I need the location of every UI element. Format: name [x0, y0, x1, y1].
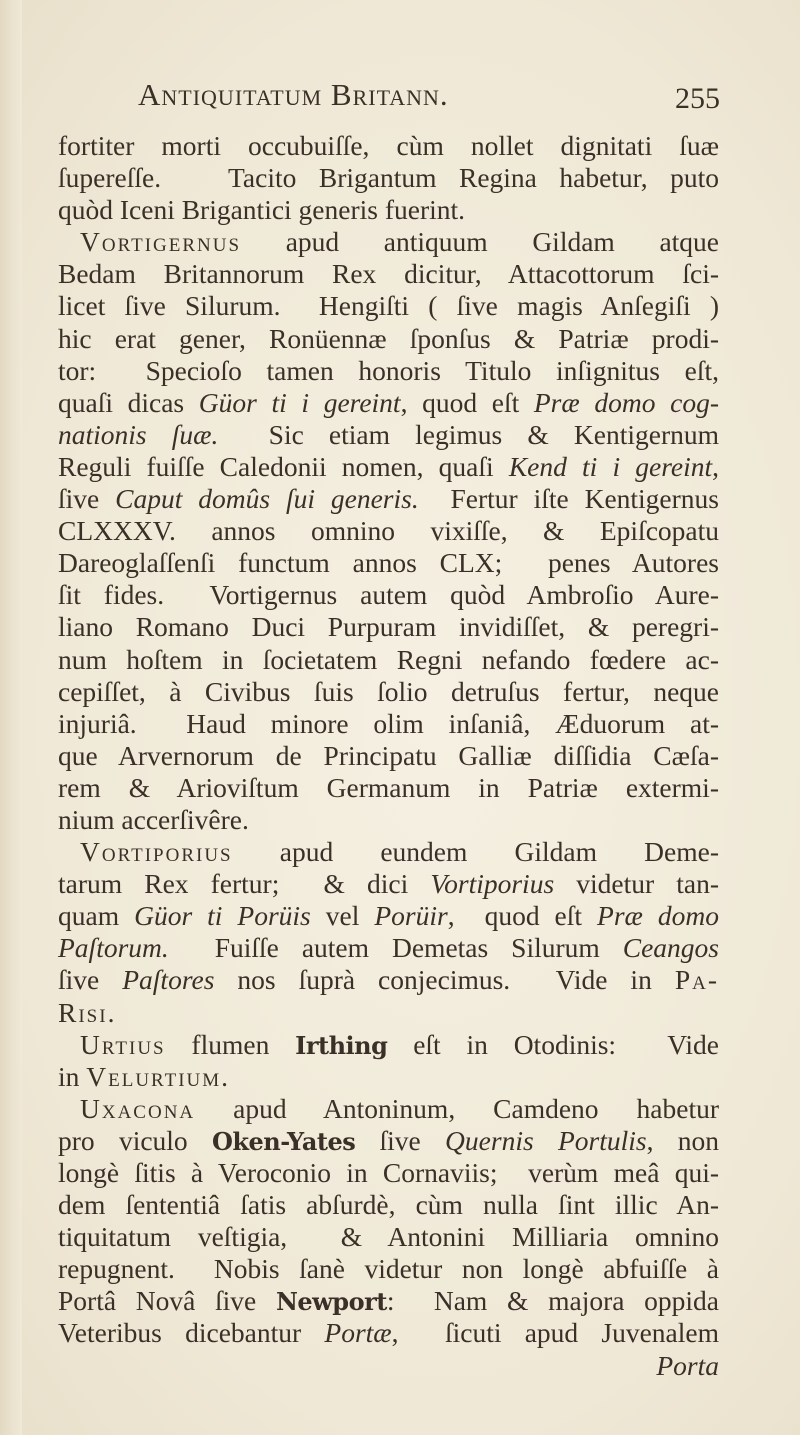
text-line — [58, 676, 719, 708]
italic-text: Güor ti Porüis — [134, 900, 311, 932]
text-line — [58, 387, 719, 419]
small-caps-text: Urtius — [80, 1028, 166, 1060]
text-line — [58, 1061, 719, 1093]
text-segment: Dareoglaſſenſi functum annos CLX; penes Autores — [58, 547, 719, 579]
blackletter-text: Newport — [275, 1287, 387, 1317]
text-line — [58, 900, 719, 932]
text-segment: , quod eſt — [447, 900, 598, 932]
text-segment: nos ſuprà conjecimus. Vide in — [214, 964, 675, 996]
text-segment: Veteribus dicebantur — [58, 1317, 325, 1349]
italic-text: Paſtores — [122, 964, 215, 996]
blackletter-text: Oken-Yates — [211, 1126, 356, 1156]
text-line — [58, 1157, 719, 1189]
italic-text: Porta — [656, 1349, 719, 1381]
text-segment: liano Romano Duci Purpuram invidiſſet, & peregri- — [58, 611, 719, 643]
text-segment: ſupereſſe. Tacito Brigantum Regina habetur, puto — [58, 162, 719, 194]
italic-text: Præ domo cog- — [533, 386, 719, 418]
text-segment: , ſicuti apud Juvenalem — [391, 1317, 720, 1349]
text-line — [58, 611, 719, 643]
text-segment: injuriâ. Haud minore olim inſaniâ, Æduorum at- — [58, 707, 719, 739]
italic-text: Vortiporius — [430, 868, 555, 900]
text-line — [58, 1221, 719, 1253]
text-segment: repugnent. Nobis ſanè videtur non longè abfuiſſe à — [58, 1253, 719, 1285]
small-caps-text: Pa- — [674, 964, 719, 996]
text-segment: eſt in Otodinis: Vide — [387, 1028, 719, 1060]
text-segment: tiquitatum veſtigia, & Antonini Milliaria omnino — [58, 1221, 719, 1253]
text-segment: , — [712, 450, 720, 482]
text-segment: longè ſitis à Veroconio in Cornaviis; verùm meâ qui- — [58, 1157, 719, 1188]
italic-text: Quernis Portulis — [445, 1124, 647, 1156]
text-segment: , quod eſt — [400, 386, 534, 418]
text-line — [58, 804, 719, 836]
text-line — [58, 1285, 719, 1317]
text-segment: ſit fides. Vortigernus autem quòd Ambroſio Aure- — [58, 579, 719, 611]
text-line — [58, 226, 719, 258]
text-segment: : Nam & majora oppida — [386, 1285, 719, 1317]
text-line — [58, 451, 719, 483]
text-segment: rem & Arioviſtum Germanum in Patriæ extermi- — [58, 771, 719, 803]
text-line — [58, 1029, 719, 1061]
text-segment: Fertur iſte Kentigernus — [418, 483, 719, 515]
text-segment: vel — [310, 900, 375, 932]
small-caps-text: Risi. — [58, 996, 117, 1028]
text-segment: Reguli fuiſſe Caledonii nomen, quaſi — [58, 450, 509, 482]
text-line — [58, 130, 719, 162]
text-line — [58, 194, 719, 226]
text-segment: quam — [58, 900, 135, 932]
text-line — [58, 547, 719, 579]
text-segment: flumen — [165, 1028, 296, 1060]
text-segment: cepiſſet, à Civibus ſuis ſolio detruſus fertur, neque — [58, 675, 719, 707]
text-segment: in — [58, 1060, 87, 1092]
catchword-line — [58, 1350, 719, 1382]
text-segment: ſive — [355, 1124, 446, 1156]
text-segment: fortiter morti occubuiſſe, cùm nollet dignitati ſuæ — [58, 130, 719, 161]
text-line — [58, 290, 719, 322]
text-segment: apud Antoninum, Camdeno habetur — [195, 1092, 719, 1124]
text-segment: nium accerſivêre. — [58, 803, 249, 835]
text-segment: que Arvernorum de Principatu Galliæ diſſidia Cæſa- — [58, 739, 719, 771]
text-segment: apud antiquum Gildam atque — [241, 226, 719, 258]
text-line — [58, 932, 719, 964]
text-segment: hic erat gener, Ronüennæ ſponſus & Patriæ prodi- — [58, 322, 719, 354]
text-segment: , non — [646, 1124, 719, 1156]
text-line — [58, 644, 719, 676]
text-line — [58, 515, 719, 547]
text-line — [58, 740, 719, 772]
text-line — [58, 997, 719, 1029]
text-segment: tor: Specioſo tamen honoris Titulo inſignitus eſt, — [58, 354, 719, 386]
text-line — [58, 836, 719, 868]
text-segment: ſive — [58, 964, 123, 996]
text-segment: dem ſententiâ ſatis abſurdè, cùm nulla ſint illic An- — [58, 1189, 719, 1221]
text-line — [58, 483, 719, 515]
text-segment: licet ſive Silurum. Hengiſti ( ſive magis Anſegiſi ) — [58, 290, 719, 322]
text-line — [58, 1093, 719, 1125]
text-segment: apud eundem Gildam Deme- — [232, 836, 719, 868]
italic-text: Güor ti i gereint — [198, 386, 401, 418]
text-line — [58, 868, 719, 900]
small-caps-text: Vortigernus — [80, 226, 242, 258]
text-line — [58, 1317, 719, 1349]
running-title: Antiquitatum Britann. — [138, 77, 449, 112]
italic-text: Kend ti i gereint — [508, 450, 713, 482]
text-line — [58, 772, 719, 804]
small-caps-text: Velurtium. — [86, 1060, 231, 1092]
text-line — [58, 323, 719, 355]
text-segment: num hoſtem in ſocietatem Regni nefando fœdere ac- — [58, 643, 719, 675]
text-segment: Fuiſſe autem Demetas Silurum — [168, 932, 623, 964]
italic-text: Paſtorum. — [58, 932, 169, 964]
text-segment: Portâ Novâ ſive — [58, 1285, 276, 1317]
text-segment: pro viculo — [58, 1124, 212, 1156]
text-line — [58, 419, 719, 451]
blackletter-text: Irthing — [295, 1030, 388, 1060]
italic-text: Caput domûs ſui generis. — [115, 483, 419, 515]
text-segment: quòd Iceni Brigantici generis fuerint. — [58, 194, 466, 226]
italic-text: Porüir — [374, 900, 448, 932]
text-line — [58, 579, 719, 611]
body-text — [58, 130, 719, 1382]
text-segment: CLXXXV. annos omnino vixiſſe, & Epiſcopatu — [58, 515, 719, 547]
text-segment: ſive — [58, 483, 116, 515]
small-caps-text: Uxacona — [80, 1092, 196, 1124]
text-segment: Bedam Britannorum Rex dicitur, Attacottorum ſci- — [58, 258, 719, 290]
text-line — [58, 162, 719, 194]
text-segment: Sic etiam legimus & Kentigernum — [218, 418, 719, 450]
text-line — [58, 708, 719, 740]
text-segment: tarum Rex fertur; & dici — [58, 868, 431, 900]
page-gutter-shadow — [0, 0, 22, 1435]
text-line — [58, 1189, 719, 1221]
small-caps-text: Vortiporius — [80, 836, 233, 868]
italic-text: nationis ſuæ. — [58, 418, 219, 450]
italic-text: Præ domo — [597, 900, 719, 932]
text-line — [58, 258, 719, 290]
text-line — [58, 1253, 719, 1285]
page-number: 255 — [675, 82, 720, 115]
running-header — [138, 77, 720, 115]
italic-text: Ceangos — [622, 932, 719, 964]
text-segment: videtur tan- — [554, 868, 719, 900]
text-line — [58, 355, 719, 387]
text-line — [58, 964, 719, 996]
italic-text: Portæ — [324, 1317, 392, 1349]
text-line — [58, 1125, 719, 1157]
text-segment: quaſi dicas — [58, 386, 199, 418]
